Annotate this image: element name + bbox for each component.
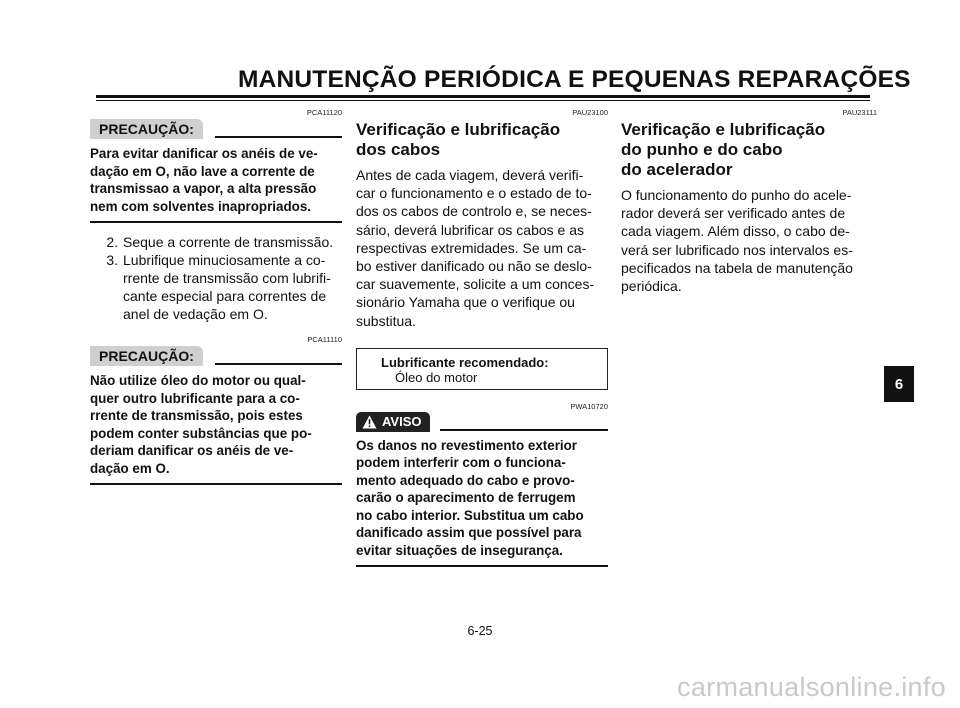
warning-triangle-icon — [362, 415, 377, 429]
caution-rule — [215, 136, 342, 138]
warning-label: AVISO — [382, 413, 422, 429]
caution-line: nem com solventes inapropriados. — [90, 198, 312, 214]
section-title — [621, 120, 877, 180]
caution-line: dação em O. — [90, 460, 170, 476]
step-line: Lubrifique minuciosamente a co- — [123, 252, 326, 268]
body-line: O funcionamento do punho do acele- — [621, 187, 852, 203]
step-number: 2. — [106, 234, 118, 250]
body-line: verá ser lubrificado nos intervalos es- — [621, 241, 853, 258]
step-number: 3. — [106, 252, 118, 268]
title-rule-thin — [96, 100, 870, 101]
section-body — [621, 186, 877, 295]
section-title-line: do acelerador — [621, 160, 733, 179]
caution-rule — [215, 363, 342, 365]
lubricant-label: Lubrificante recomendado: — [381, 354, 549, 370]
watermark: carmanualsonline.info — [677, 672, 946, 702]
caution-line: dação em O, não lave a corrente de — [90, 163, 315, 179]
caution-header — [90, 119, 342, 139]
caution-label: PRECAUÇÃO: — [90, 346, 203, 366]
caution-text — [90, 145, 342, 223]
chapter-tab: 6 — [884, 366, 914, 402]
body-line: bo estiver danificado ou não se deslo- — [356, 258, 592, 275]
caution-line: Não utilize óleo do motor ou qual- — [90, 373, 306, 388]
body-line: respectivas extremidades. Se um ca- — [356, 239, 587, 256]
section-body — [356, 166, 608, 330]
body-line: Antes de cada viagem, deverá verifi- — [356, 167, 584, 183]
warning-code: PWA10720 — [570, 401, 608, 411]
step-item — [90, 233, 342, 251]
step-item — [90, 251, 342, 323]
step-line: Seque a corrente de transmissão. — [123, 234, 334, 250]
body-line: rador deverá ser verificado antes de — [621, 205, 846, 222]
section-title — [356, 120, 608, 160]
step-line: anel de vedação em O. — [123, 306, 268, 322]
caution-line: Para evitar danificar os anéis de ve- — [90, 146, 318, 161]
caution-label: PRECAUÇÃO: — [90, 119, 203, 139]
warning-line: danificado assim que possível para — [356, 525, 582, 541]
caution-code: PCA11120 — [306, 108, 342, 117]
steps-list — [90, 233, 342, 323]
section-code: PAU23111 — [842, 108, 877, 117]
caution-line: deriam danificar os anéis de ve- — [90, 443, 294, 458]
warning-header — [356, 412, 608, 432]
page-title: MANUTENÇÃO PERIÓDICA E PEQUENAS REPARAÇÕES — [238, 66, 911, 93]
section-title-line: Verificação e lubrificação — [356, 120, 561, 139]
lubricant-value: Óleo do motor — [395, 369, 478, 385]
body-line: sionário Yamaha que o verifique ou — [356, 294, 575, 311]
left-column — [90, 108, 342, 485]
body-line: cada viagem. Além disso, o cabo de- — [621, 223, 850, 240]
warning-rule — [440, 429, 609, 431]
page-number: 6-25 — [467, 624, 493, 638]
warning-badge — [356, 412, 430, 432]
step-line: rrente de transmissão com lubrifi- — [123, 270, 331, 286]
caution-code: PCA11110 — [307, 335, 342, 344]
body-line: sário, deverá lubrificar os cabos e as — [356, 221, 584, 238]
section-title-line: Verificação e lubrificação — [621, 120, 826, 139]
body-line: car suavemente, solicite a um conces- — [356, 276, 595, 293]
caution-line: transmissao a vapor, a alta pressão — [90, 181, 317, 196]
step-line: cante especial para correntes de — [123, 288, 327, 304]
warning-line: podem interferir com o funciona- — [356, 455, 566, 471]
warning-line: no cabo interior. Substitua um cabo — [356, 507, 584, 523]
warning-line: carão o aparecimento de ferrugem — [356, 490, 576, 506]
title-rule-thick — [96, 95, 870, 98]
middle-column — [356, 108, 608, 567]
right-column — [621, 108, 877, 295]
caution-text — [90, 372, 342, 485]
caution-line: podem conter substâncias que po- — [90, 425, 312, 441]
warning-line: evitar situações de insegurança. — [356, 542, 563, 558]
lubricant-box — [356, 348, 608, 390]
section-code: PAU23100 — [572, 108, 608, 117]
section-title-line: do punho e do cabo — [621, 140, 783, 159]
caution-header — [90, 346, 342, 366]
warning-line: Os danos no revestimento exterior — [356, 437, 578, 453]
warning-text — [356, 437, 608, 568]
body-line: periódica. — [621, 278, 682, 295]
body-line: pecificados na tabela de manutenção — [621, 259, 853, 276]
body-line: car o funcionamento e o estado de to- — [356, 185, 592, 202]
body-line: dos os cabos de controlo e, se neces- — [356, 203, 592, 220]
step-text — [123, 233, 342, 251]
step-text — [123, 251, 342, 323]
section-title-line: dos cabos — [356, 140, 441, 159]
caution-line: quer outro lubrificante para a co- — [90, 390, 300, 406]
warning-line: mento adequado do cabo e provo- — [356, 472, 575, 488]
caution-line: rrente de transmissão, pois estes — [90, 408, 303, 423]
body-line: substitua. — [356, 312, 416, 329]
